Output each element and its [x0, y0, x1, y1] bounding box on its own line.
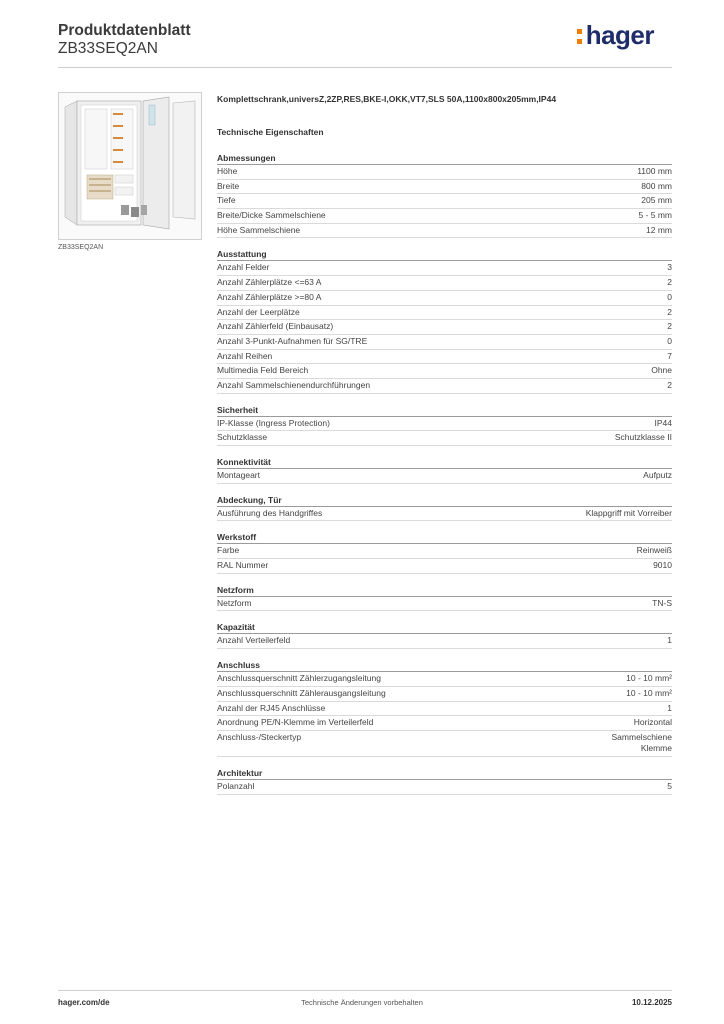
section-title: Kapazität [217, 621, 672, 634]
section-connectivity [217, 456, 672, 484]
row-value: 5 [667, 780, 672, 791]
row-value: 12 mm [646, 224, 672, 235]
table-row [217, 687, 672, 702]
row-value: 1 [667, 702, 672, 713]
row-value: IP44 [654, 417, 672, 428]
table-row [217, 431, 672, 446]
logo-text: hager [585, 19, 654, 50]
row-value: Klemme [640, 743, 672, 754]
section-dimensions [217, 152, 672, 238]
table-row [217, 507, 672, 522]
table-row [217, 544, 672, 559]
section-capacity [217, 621, 672, 649]
table-row [217, 559, 672, 574]
section-equipment [217, 248, 672, 393]
table-row [217, 261, 672, 276]
row-label: Anzahl der RJ45 Anschlüsse [217, 702, 326, 713]
row-value: 2 [667, 306, 672, 317]
row-label: Anschlussquerschnitt Zählerzugangsleitung [217, 673, 381, 684]
cabinet-illustration [59, 93, 201, 239]
image-caption: ZB33SEQ2AN [58, 244, 104, 251]
section-title: Konnektivität [217, 456, 672, 469]
product-description: Komplettschrank,universZ,2ZP,RES,BKE-I,OKK,VT7,SLS 50A,1100x800x205mm,IP44 [217, 94, 557, 104]
row-label: Anordnung PE/N-Klemme im Verteilerfeld [217, 717, 374, 728]
section-title: Sicherheit [217, 404, 672, 417]
row-value: Horizontal [633, 717, 672, 728]
row-value: 205 mm [641, 195, 672, 206]
row-value: Sammelschiene [611, 731, 672, 742]
row-value: Ohne [651, 365, 672, 376]
product-image [58, 92, 202, 240]
footer-divider [58, 990, 672, 991]
row-value: Klappgriff mit Vorreiber [585, 507, 672, 518]
table-row [217, 194, 672, 209]
footer-date: 10.12.2025 [631, 998, 672, 1007]
row-value: 10 - 10 mm² [626, 673, 672, 684]
section-title: Ausstattung [217, 248, 672, 261]
section-network-type [217, 584, 672, 612]
row-value: Aufputz [643, 470, 672, 480]
row-label: Anzahl Zählerfeld (Einbausatz) [217, 321, 334, 332]
row-label: Anschlussquerschnitt Zählerausgangsleitung [217, 687, 386, 698]
table-row [217, 417, 672, 432]
section-safety [217, 404, 672, 446]
row-value: 3 [667, 262, 672, 273]
section-cover-door [217, 494, 672, 522]
row-label: Tiefe [217, 195, 236, 206]
table-row [217, 209, 672, 224]
table-row [217, 672, 672, 687]
table-row [217, 780, 672, 795]
row-value: 2 [667, 277, 672, 288]
row-value: 0 [667, 335, 672, 346]
row-label: Anzahl Felder [217, 262, 270, 273]
section-title: Architektur [217, 767, 672, 780]
row-label: Anzahl Verteilerfeld [217, 635, 291, 646]
product-data-content [217, 92, 672, 795]
row-label: Ausführung des Handgriffes [217, 507, 323, 518]
row-label: Anzahl Zählerplätze >=80 A [217, 291, 322, 302]
table-row [217, 335, 672, 350]
row-label: Montageart [217, 470, 260, 480]
hager-logo [577, 20, 654, 50]
row-label: Anschluss-/Steckertyp [217, 731, 302, 742]
row-value: 10 - 10 mm² [626, 687, 672, 698]
table-row [217, 291, 672, 306]
row-label: Anzahl Zählerplätze <=63 A [217, 277, 322, 288]
product-number: ZB33SEQ2AN [58, 40, 158, 57]
row-value: 1 [667, 635, 672, 646]
section-title: Netzform [217, 584, 672, 597]
footer-notice: Technische Änderungen vorbehalten [301, 998, 423, 1007]
section-title: Werkstoff [217, 531, 672, 544]
table-row [217, 350, 672, 365]
row-label: Anzahl Reihen [217, 350, 273, 361]
row-label: IP-Klasse (Ingress Protection) [217, 417, 330, 428]
row-label: Farbe [217, 545, 240, 556]
row-value: Reinweiß [636, 545, 672, 556]
footer-website: hager.com/de [58, 998, 110, 1007]
row-value: 1100 mm [637, 166, 672, 176]
table-row [217, 702, 672, 717]
row-label: Multimedia Feld Bereich [217, 365, 309, 376]
row-value: TN-S [652, 597, 672, 608]
page-header [58, 20, 672, 68]
document-title: Produktdatenblatt [58, 22, 191, 39]
table-row [217, 320, 672, 335]
section-material [217, 531, 672, 573]
row-value: 7 [667, 350, 672, 361]
table-row [217, 634, 672, 649]
row-label: Schutzklasse [217, 432, 268, 443]
table-row [217, 364, 672, 379]
row-value: 5 - 5 mm [638, 210, 672, 221]
row-label: Breite/Dicke Sammelschiene [217, 210, 326, 221]
table-row [217, 306, 672, 321]
logo-colon-mark [577, 28, 584, 46]
table-row [217, 276, 672, 291]
row-label: Polanzahl [217, 780, 255, 791]
row-label: Netzform [217, 597, 252, 608]
row-value: 0 [667, 291, 672, 302]
row-label: RAL Nummer [217, 560, 269, 571]
table-row [217, 597, 672, 612]
table-row [217, 731, 672, 757]
section-title: Abdeckung, Tür [217, 494, 672, 507]
table-row [217, 224, 672, 239]
row-value-multi [612, 731, 672, 756]
row-value: 9010 [653, 560, 672, 571]
table-row [217, 165, 672, 180]
row-value: 2 [667, 379, 672, 390]
section-title: Abmessungen [217, 152, 672, 165]
row-value: 800 mm [641, 180, 672, 191]
row-label: Höhe Sammelschiene [217, 224, 301, 235]
row-value: Schutzklasse II [614, 432, 672, 443]
section-architecture [217, 767, 672, 795]
row-label: Höhe [217, 166, 238, 176]
table-row [217, 180, 672, 195]
table-row [217, 469, 672, 484]
row-value: 2 [667, 321, 672, 332]
row-label: Anzahl der Leerplätze [217, 306, 300, 317]
section-title: Anschluss [217, 659, 672, 672]
row-label: Anzahl 3-Punkt-Aufnahmen für SG/TRE [217, 335, 368, 346]
row-label: Breite [217, 180, 240, 191]
table-row [217, 716, 672, 731]
row-label: Anzahl Sammelschienendurchführungen [217, 379, 371, 390]
technical-properties-heading: Technische Eigenschaften [217, 127, 324, 137]
table-row [217, 379, 672, 394]
section-connection [217, 659, 672, 757]
